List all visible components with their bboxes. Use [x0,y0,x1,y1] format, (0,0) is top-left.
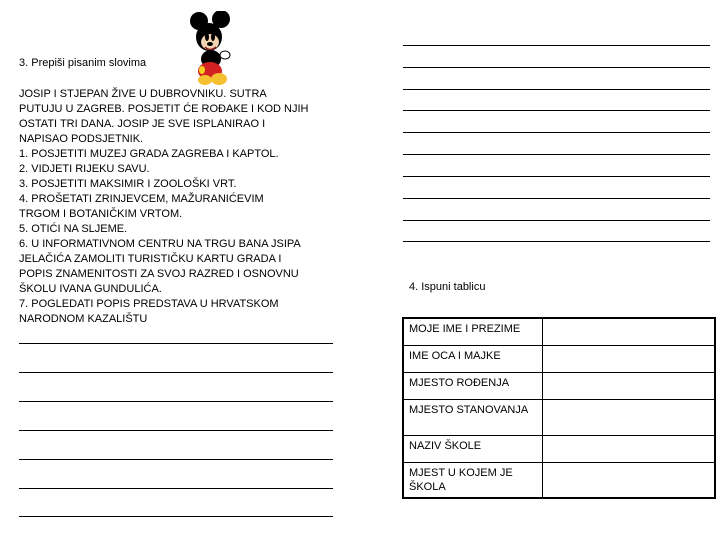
writing-line[interactable] [19,401,333,402]
story-line: 5. OTIĆI NA SLJEME. [19,223,128,235]
writing-line[interactable] [403,198,710,199]
story-line: 3. POSJETITI MAKSIMIR I ZOOLOŠKI VRT. [19,178,237,190]
writing-line[interactable] [19,516,333,517]
writing-line[interactable] [403,89,710,90]
writing-line[interactable] [403,220,710,221]
story-line: JELAČIĆA ZAMOLITI TURISTIČKU KARTU GRADA I [19,253,282,265]
story-line: 6. U INFORMATIVNOM CENTRU NA TRGU BANA JSIPA [19,238,301,250]
row-label: NAZIV ŠKOLE [403,435,543,462]
answer-cell[interactable] [543,435,716,462]
writing-line[interactable] [403,110,710,111]
table-row [403,435,715,462]
table-row [403,399,715,435]
writing-line[interactable] [19,488,333,489]
table-row [403,318,715,345]
story-text [19,87,349,327]
writing-line[interactable] [19,459,333,460]
story-line: NAPISAO PODSJETNIK. [19,133,144,145]
story-line: PUTUJU U ZAGREB. POSJETIT ĆE ROĐAKE I KOD NJIH [19,103,309,115]
answer-cell[interactable] [543,345,716,372]
row-label: MJEST U KOJEM JE ŠKOLA [403,462,543,498]
answer-cell[interactable] [543,372,716,399]
table-row [403,345,715,372]
writing-line[interactable] [19,372,333,373]
story-line: OSTATI TRI DANA. JOSIP JE SVE ISPLANIRAO I [19,118,266,130]
row-label: MOJE IME I PREZIME [403,318,543,345]
writing-line[interactable] [19,343,333,344]
row-label: IME OCA I MAJKE [403,345,543,372]
writing-line[interactable] [403,176,710,177]
info-table [402,317,716,499]
writing-line[interactable] [403,154,710,155]
story-line: TRGOM I BOTANIČKIM VRTOM. [19,208,183,220]
task3-title: 3. Prepiši pisanim slovima [19,57,147,69]
story-line: 2. VIDJETI RIJEKU SAVU. [19,163,150,175]
task4-title: 4. Ispuni tablicu [409,281,486,293]
answer-cell[interactable] [543,462,716,498]
writing-line[interactable] [403,241,710,242]
story-line: 7. POGLEDATI POPIS PREDSTAVA U HRVATSKOM [19,298,279,310]
answer-cell[interactable] [543,318,716,345]
table-row [403,462,715,498]
story-line: JOSIP I STJEPAN ŽIVE U DUBROVNIKU. SUTRA [19,88,267,100]
writing-line[interactable] [403,67,710,68]
story-line: ŠKOLU IVANA GUNDULIĆA. [19,283,162,295]
row-label: MJESTO ROĐENJA [403,372,543,399]
mickey-mouse-icon [185,11,237,87]
story-line: NARODNOM KAZALIŠTU [19,313,148,325]
table-row [403,372,715,399]
story-line: 4. PROŠETATI ZRINJEVCEM, MAŽURANIĆEVIM [19,193,264,205]
story-line: 1. POSJETITI MUZEJ GRADA ZAGREBA I KAPTOL. [19,148,279,160]
writing-line[interactable] [403,132,710,133]
writing-line[interactable] [403,45,710,46]
answer-cell[interactable] [543,399,716,435]
row-label: MJESTO STANOVANJA [403,399,543,435]
writing-line[interactable] [19,430,333,431]
story-line: POPIS ZNAMENITOSTI ZA SVOJ RAZRED I OSNOVNU [19,268,299,280]
